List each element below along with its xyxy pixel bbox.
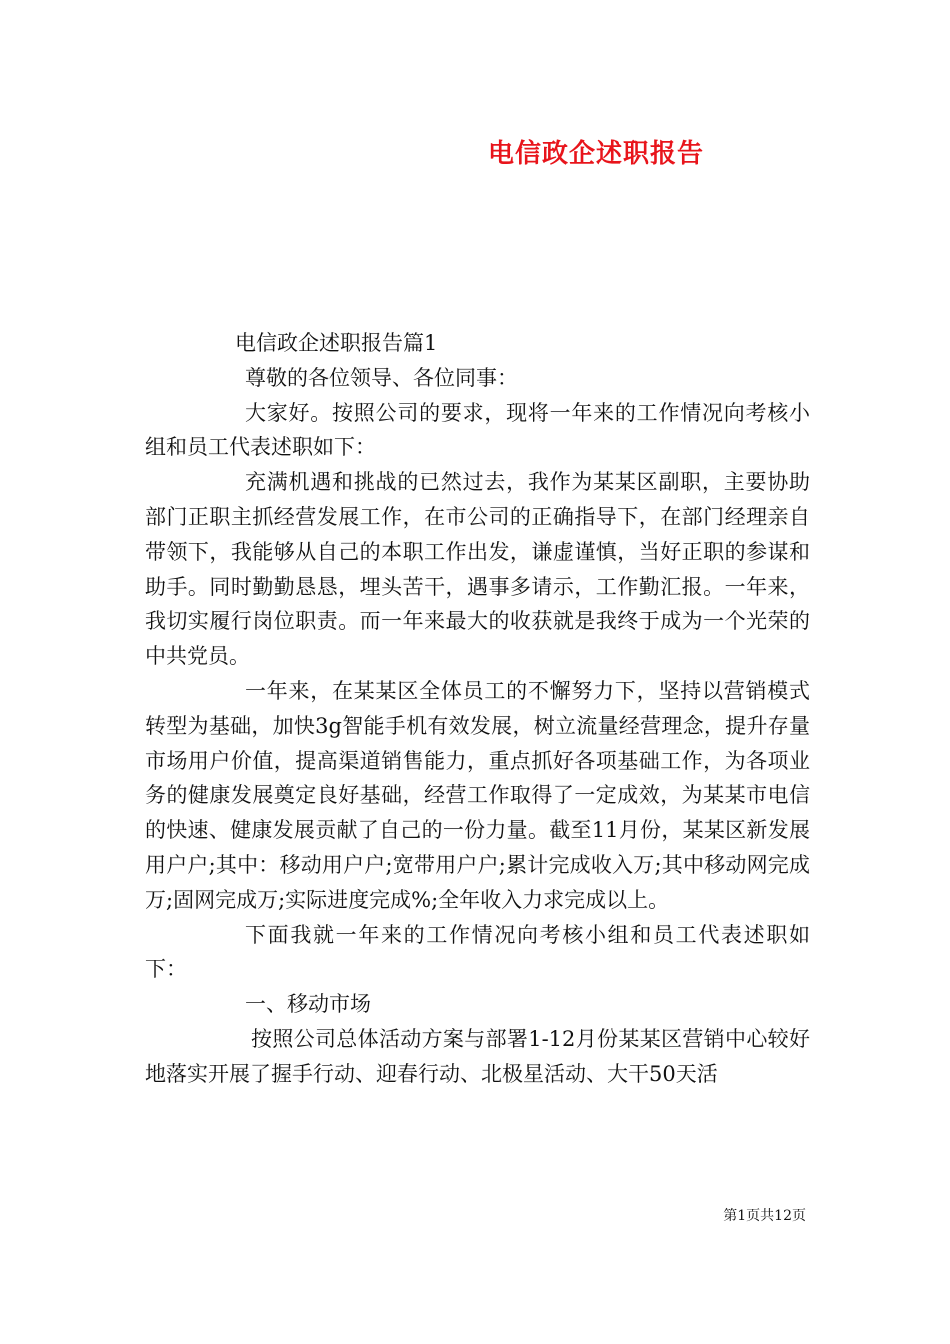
paragraph: 按照公司总体活动方案与部署1-12月份某某区营销中心较好地落实开展了握手行动、迎春行动、北极星活动、大干50天活	[145, 1026, 810, 1086]
paragraph: 一年来，在某某区全体员工的不懈努力下，坚持以营销模式转型为基础，加快3g智能手机有效发展，树立流量经营理念，提升存量市场用户价值，提高渠道销售能力，重点抓好各项基础工作，为各项业务的健康发展奠定良好基础，经营工作取得了一定成效，为某某市电信的快速、健康发展贡献了自己的一份力量。截至11月份，某某区新发展用户户;其中：移动用户户;宽带用户户;累计完成收入万;其中移动网完成万;固网完成万;实际进度完成%;全年收入力求完成以上。	[145, 678, 810, 912]
salutation: 尊敬的各位领导、各位同事：	[245, 365, 518, 390]
paragraph: 大家好。按照公司的要求，现将一年来的工作情况向考核小组和员工代表述职如下：	[145, 400, 810, 460]
document-body	[145, 326, 810, 1092]
page-number: 第1页共12页	[723, 1208, 806, 1224]
paragraph: 充满机遇和挑战的已然过去，我作为某某区副职，主要协助部门正职主抓经营发展工作，在市公司的正确指导下，在部门经理亲自带领下，我能够从自己的本职工作出发，谦虚谨慎，当好正职的参谋和助手。同时勤勤恳恳，埋头苦干，遇事多请示，工作勤汇报。一年来，我切实履行岗位职责。而一年来最大的收获就是我终于成为一个光荣的中共党员。	[145, 470, 810, 669]
document-title: 电信政企述职报告	[488, 139, 705, 169]
paragraph: 下面我就一年来的工作情况向考核小组和员工代表述职如下：	[145, 922, 810, 982]
section-heading: 一、移动市场	[245, 992, 371, 1017]
section-heading: 电信政企述职报告篇1	[235, 331, 438, 355]
